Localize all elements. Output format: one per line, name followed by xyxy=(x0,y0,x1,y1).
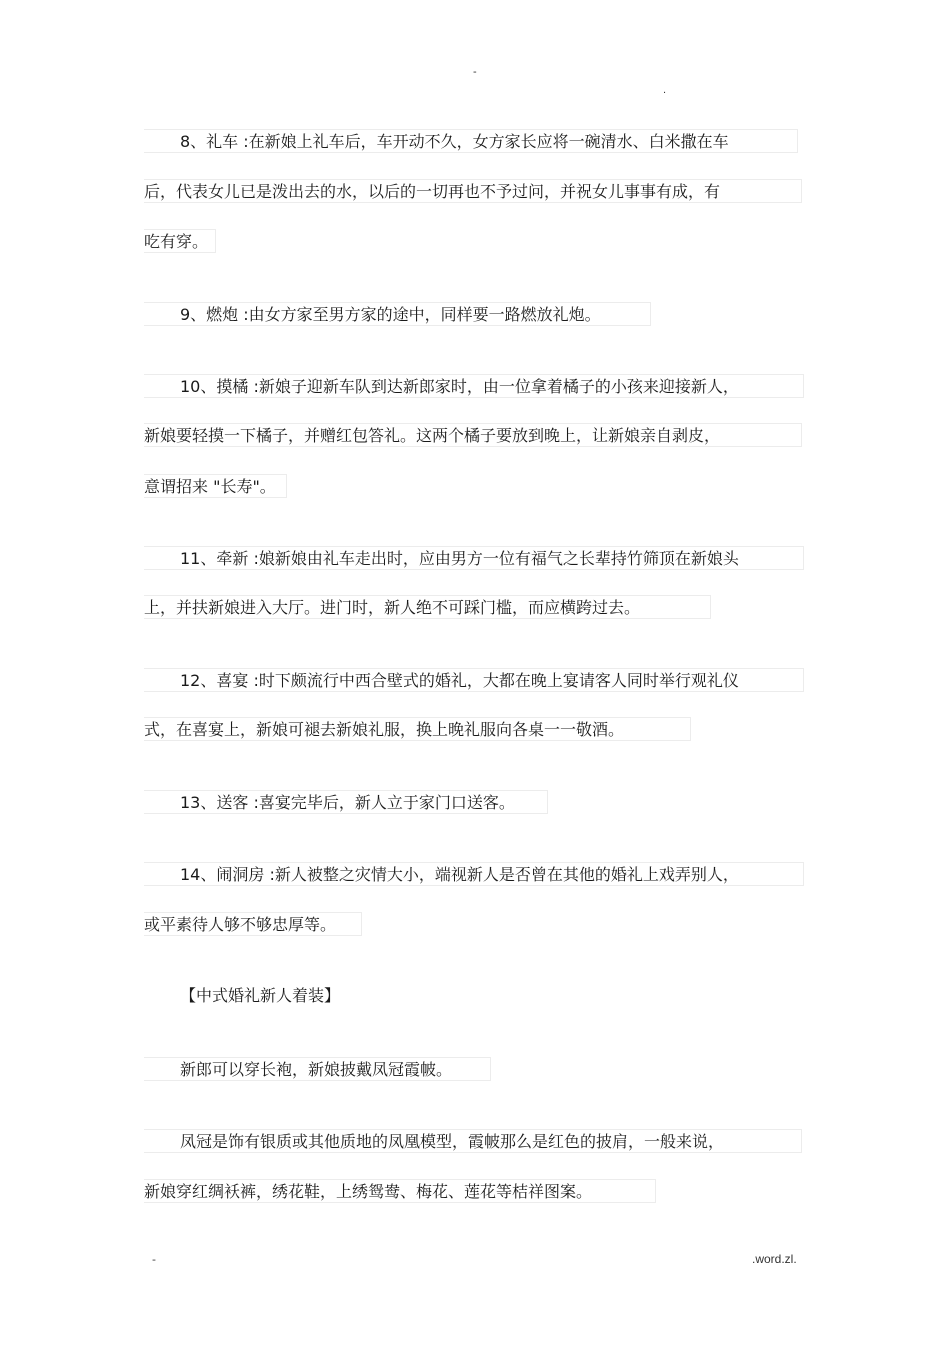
text-line: 11、牵新 :娘新娘由礼车走出时，应由男方一位有福气之长辈持竹筛顶在新娘头 xyxy=(144,546,804,570)
text-line: 或平素待人够不够忠厚等。 xyxy=(144,912,362,936)
text-line: 14、闹洞房 :新人被整之灾情大小，端视新人是否曾在其他的婚礼上戏弄别人， xyxy=(144,862,804,886)
text-line: 新郎可以穿长袍，新娘披戴凤冠霞帔。 xyxy=(144,1057,491,1081)
text-line: 13、送客 :喜宴完毕后，新人立于家门口送客。 xyxy=(144,790,548,814)
text-line: 后，代表女儿已是泼出去的水，以后的一切再也不予过问，并祝女儿事事有成，有 xyxy=(144,179,802,203)
footer-source: .word.zl. xyxy=(752,1252,797,1266)
header-mark-right: . xyxy=(663,84,667,96)
text-line: 10、摸橘 :新娘子迎新车队到达新郎家时，由一位拿着橘子的小孩来迎接新人， xyxy=(144,374,804,398)
text-line: 凤冠是饰有银质或其他质地的凤凰模型，霞帔那么是红色的披肩，一般来说， xyxy=(144,1129,802,1153)
header-mark-left: - xyxy=(473,66,477,78)
section-heading: 【中式婚礼新人着装】 xyxy=(180,986,341,1005)
text-line: 新娘穿红绸袄裤，绣花鞋，上绣鸳鸯、梅花、莲花等桔祥图案。 xyxy=(144,1179,656,1203)
text-line: 式，在喜宴上，新娘可褪去新娘礼服，换上晚礼服向各桌一一敬酒。 xyxy=(144,717,691,741)
text-line: 9、燃炮 :由女方家至男方家的途中，同样要一路燃放礼炮。 xyxy=(144,302,651,326)
text-line: 意谓招来 "长寿"。 xyxy=(144,474,287,498)
footer-mark-left: - xyxy=(152,1253,156,1266)
text-line: 新娘要轻摸一下橘子，并赠红包答礼。这两个橘子要放到晚上，让新娘亲自剥皮， xyxy=(144,423,802,447)
text-line: 上，并扶新娘进入大厅。进门时，新人绝不可踩门槛，而应横跨过去。 xyxy=(144,595,711,619)
text-line: 8、礼车 :在新娘上礼车后，车开动不久，女方家长应将一碗清水、白米撒在车 xyxy=(144,129,798,153)
text-line: 吃有穿。 xyxy=(144,229,216,253)
text-line: 12、喜宴 :时下颇流行中西合壁式的婚礼，大都在晚上宴请客人同时举行观礼仪 xyxy=(144,668,804,692)
